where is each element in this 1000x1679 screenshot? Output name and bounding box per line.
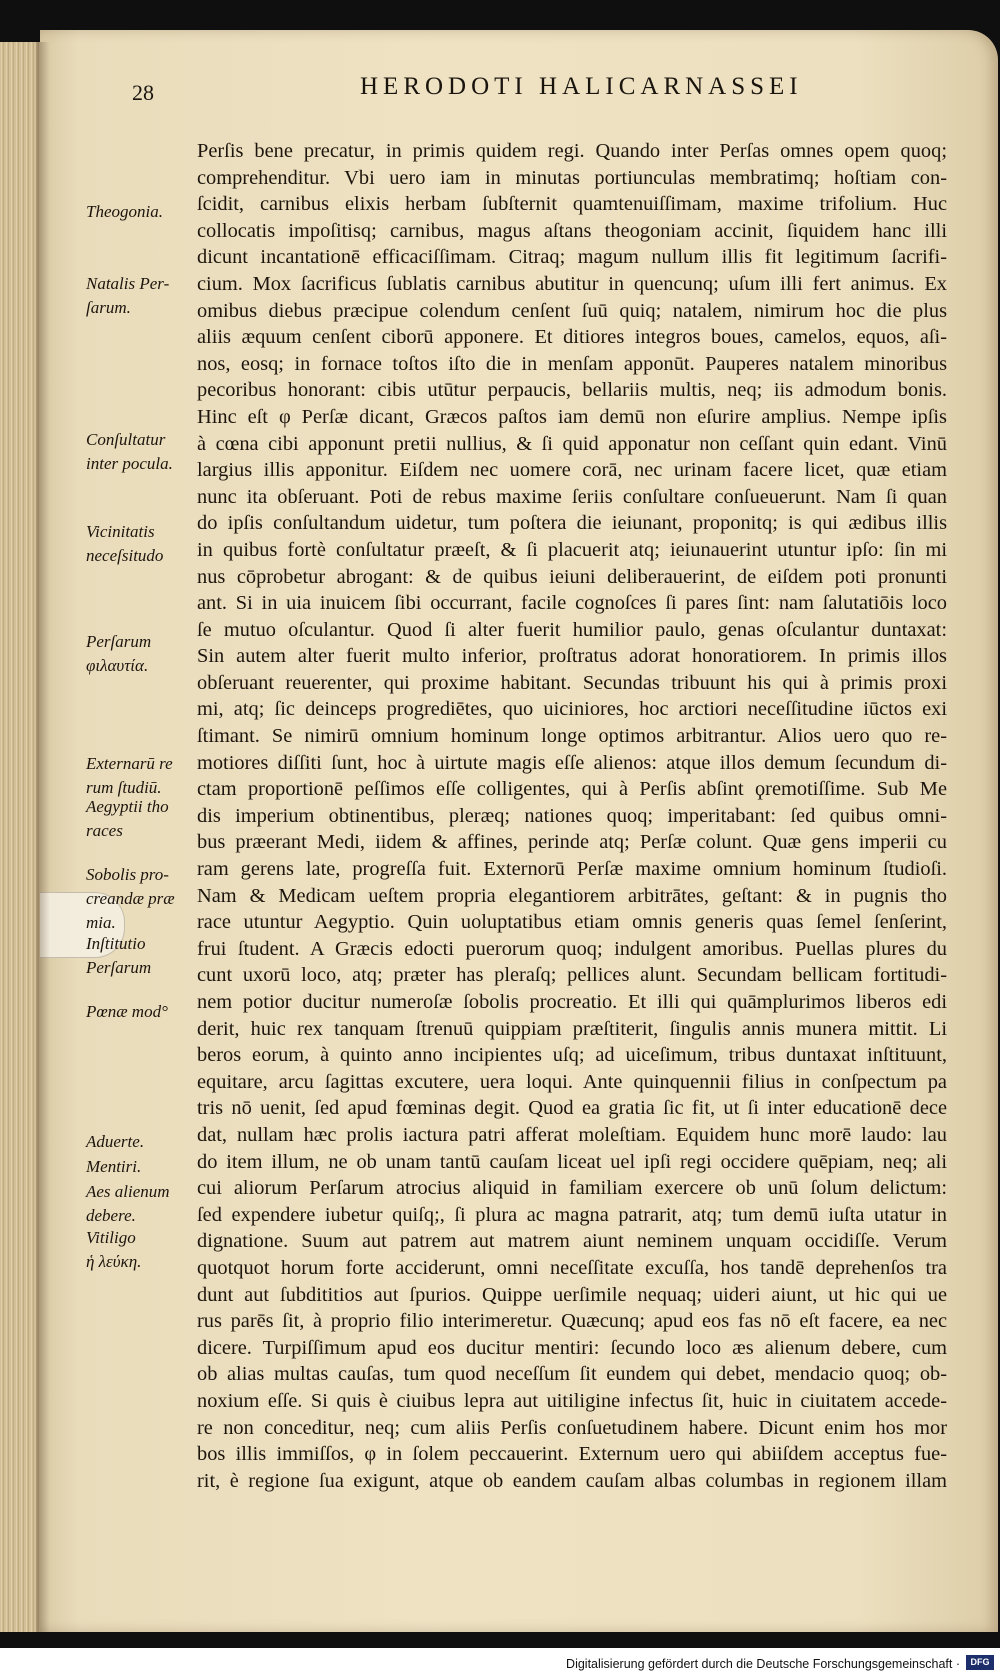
text-line: cui aliorum Perſarum atrocius aliquid in familiam exercere ob unū ſolum delictum: <box>197 1177 947 1200</box>
text-line: ctam proportionē peſſimos eſſe colligentes, qui à Perſis abſint ϙremotiſſime. Sub Me <box>197 778 947 801</box>
margin-note <box>86 752 196 800</box>
text-line: ob alias multas cauſas, tum quod neceſſum ſit eundem qui debet, mendacio quoq; ob- <box>197 1363 947 1386</box>
text-line: beros eorum, à quinto anno incipientes uſq; ad uiceſimum, tribus duntaxat inſtituunt, <box>197 1044 947 1067</box>
text-line: mi, atq; ſic deinceps progrediētes, quo uiciniores, hoc arctiori neceſſitudine iūctos exi <box>197 698 947 721</box>
margin-note <box>86 1250 196 1274</box>
text-line: dunt aut ſubdititios aut ſpurios. Quippe uerſimile nequaq; uideri aiunt, ut hic qui ue <box>197 1283 947 1306</box>
margin-note-line: Perſarum <box>86 632 152 651</box>
page-number: 28 <box>132 80 154 105</box>
margin-note <box>86 1000 196 1024</box>
text-line: largius illis apponitur. Eiſdem nec uomere corā, nec urinam facere licet, quæ etiam <box>197 459 947 482</box>
text-line: omibus diebus præcipue colendum cenſent ſuū quiq; natalem, nimirum hoc die plus <box>197 299 947 322</box>
text-line: dat, nullam hæc prolis iactura patri afferat moleſtiam. Equidem hunc morē laudo: lau <box>197 1123 947 1146</box>
text-line: dicere. Turpiſſimum apud eos ducitur mentiri: ſecundo loco æs alienum debere, cum <box>197 1336 947 1359</box>
margin-note <box>86 272 196 320</box>
text-line: nus cōprobetur abrogant: & de quibus ieiuni deliberauerint, de eiſdem poti pronunti <box>197 565 947 588</box>
body-text <box>197 138 947 1494</box>
text-line: quotquot horum forte acciderunt, omni neceſſitate excuſſa, hos tandē deprehenſos tra <box>197 1256 947 1279</box>
margin-note-line: Sobolis pro- <box>86 865 169 884</box>
text-line: motiores diſſiti ſunt, hoc à uirtute magis eſſe alienos: atque illos demum ſecundum di- <box>197 751 947 774</box>
margin-note-line: Theogonia. <box>86 202 163 221</box>
text-line: ſcidit, carnibus elixis herbam ſubſternit quamtenuiſſimam, maxime trifolium. Huc <box>197 193 947 216</box>
margin-note-line: Vitiligo <box>86 1228 136 1247</box>
text-line: à cœna cibi apponunt pretii nullius, & ſi quid apponatur non ceſſant quin edant. Vinū <box>197 432 947 455</box>
margin-note-line: Aes alienum <box>86 1182 170 1201</box>
text-line: obſeruant reuerenter, qui proxime habitant. Secundas tribuunt his qui à primis proxi <box>197 671 947 694</box>
text-line: Perſis bene precatur, in primis quidem regi. Quando inter Perſas omnes opem quoq; <box>197 140 947 162</box>
margin-note-line: mia. <box>86 913 116 932</box>
text-line: in quibus fortè conſultatur præeſt, & ſi placuerit atq; ieiunauerint utuntur ipſo: ſin mi <box>197 538 947 561</box>
margin-note <box>86 1155 196 1179</box>
text-line: ſed expendere iubetur quiſq;, ſi plura ac magna patrarit, atq; tum demū iuſta utatur in <box>197 1203 947 1226</box>
margin-note-line: φιλαυτία. <box>86 656 149 675</box>
margin-note-line: neceſsitudo <box>86 546 164 565</box>
text-line: comprehenditur. Vbi uero iam in minutas portiunculas membratimq; hoſtiam con- <box>197 166 947 189</box>
text-line: do item illum, ne ob unam tantū cauſam liceat uel ipſi regi occidere quēpiam, neq; ali <box>197 1150 947 1173</box>
margin-note-line: Vicinitatis <box>86 522 155 541</box>
text-line: aliis æquum cenſent ciborū apponere. Et ditiores integros boues, camelos, equos, aſi- <box>197 326 947 349</box>
margin-note-line: Perſarum <box>86 958 152 977</box>
margin-note <box>86 200 196 224</box>
margin-note-line: Aegyptii tho <box>86 797 169 816</box>
text-line: equitare, arcu ſagittas excutere, uera loqui. Ante quinquennii filius in conſpectum pa <box>197 1070 947 1093</box>
text-line: re non conceditur, neq; cum aliis Perſis conſuetudinem habere. Dicunt enim hos mor <box>197 1416 947 1439</box>
text-line: ſe mutuo oſculantur. Quod ſi alter fuerit humilior paulo, genas oſculantur duntaxat: <box>197 618 947 641</box>
margin-note-line: Conſultatur <box>86 430 166 449</box>
text-line: cunt uxorū loco, atq; præter has pleraſq; pellices alunt. Secundam bellicam fortitudi- <box>197 964 947 987</box>
text-line: rus parēs ſit, à proprio filio interimeretur. Quæcunq; apud eos fas nō eſt facere, ea nec <box>197 1310 947 1333</box>
margin-note-line: rum ſtudiū. <box>86 778 162 797</box>
margin-note <box>86 795 196 843</box>
margin-note-line: Aduerte. <box>86 1132 145 1151</box>
margin-note <box>86 520 196 568</box>
margin-note-line: Pœnæ mod° <box>86 1002 168 1021</box>
text-line: dicunt incantationē efficaciſſimam. Citraq; magum nullum illis fit legitimum ſacrifi- <box>197 246 947 269</box>
margin-note-line: Externarū re <box>86 754 173 773</box>
margin-note <box>86 932 196 980</box>
margin-note <box>86 428 196 476</box>
text-line: do ipſis conſultandum uidetur, tum poſtera die ieiunant, proponitq; is qui ædibus illis <box>197 512 947 535</box>
text-line: dignatione. Suum aut patrem aut matrem aiunt neminem unquam occidiſſe. Verum <box>197 1230 947 1253</box>
text-line: rit, è regione ſua exigunt, atque ob eandem cauſam albas columbas in regionem illam <box>197 1469 947 1492</box>
margin-note-line: creandæ præ <box>86 889 175 908</box>
text-line: noxium eſſe. Si quis è ciuibus lepra aut uitiligine infectus ſit, huic in ciuitatem accede- <box>197 1389 947 1412</box>
text-line: ant. Si in uia inuicem ſibi occurrant, facile cognoſces ſi pares ſint: nam ſalutatiōis loco <box>197 592 947 615</box>
text-line: cium. Mox ſacrificus ſublatis carnibus abutitur in quencunq; uſum illi fert animus. Ex <box>197 272 947 295</box>
margin-note <box>86 1130 196 1154</box>
text-line: ſtimant. Se nimirū omnium hominum longe optimos arbitrantur. Alios uero quo re- <box>197 725 947 748</box>
text-line: collocatis impoſitisq; carnibus, magus aſtans theogoniam accinit, ſiquidem hanc illi <box>197 219 947 242</box>
text-line: Hinc eſt φ Perſæ dicant, Græcos paſtos iam demū non eſurire amplius. Nempe ipſis <box>197 405 947 428</box>
text-line: dis imperium obtinentibus, pleræq; nationes quoq; imperitabant: ſed quibus omni- <box>197 804 947 827</box>
gutter-shadow <box>36 42 50 1632</box>
margin-note-line: ſarum. <box>86 298 131 317</box>
text-line: nunc ita obſeruant. Poti de rebus maxime ſeriis conſultare conſueuerunt. Nam ſi quan <box>197 485 947 508</box>
margin-note-line: Inſtitutio <box>86 934 146 953</box>
margin-note-line: inter pocula. <box>86 454 173 473</box>
digitization-footer <box>0 1648 1000 1679</box>
text-line: bus præerant Medi, iidem & affines, perinde atq; Perſæ colunt. Quæ gens imperii cu <box>197 831 947 854</box>
margin-note <box>86 1180 196 1228</box>
text-line: bos illis immiſſos, φ in ſolem peccauerint. Externum uero qui abiiſdem acceptus fue- <box>197 1443 947 1466</box>
text-line: tris nō uenit, ſed apud fœminas degit. Quod ea gratia ſic fit, ut ſi inter educationē dece <box>197 1097 947 1120</box>
margin-note-line: debere. <box>86 1206 136 1225</box>
margin-note <box>86 863 196 935</box>
margin-note <box>86 630 196 678</box>
margin-note-line: races <box>86 821 123 840</box>
text-line: derit, huic rex tanquam ſtrenuū quippiam præſtiterit, ſingulis annis munera mittit. Li <box>197 1017 947 1040</box>
text-line: frui ſtudent. A Græcis edocti puerorum quoq; indulgent amoribus. Puellas plures du <box>197 937 947 960</box>
text-line: nem potior ducitur numeroſæ ſobolis procreatio. Et illi qui quāmplurimos liberos edi <box>197 991 947 1013</box>
margin-note-line: Mentiri. <box>86 1157 142 1176</box>
running-head: HERODOTI HALICARNASSEI <box>360 73 803 100</box>
text-line: race utuntur Aegyptio. Quin uoluptatibus etiam omnis generis quas ſemel ſenſerint, <box>197 911 947 934</box>
text-line: Nam & Medicam ueſtem propria elegantiorem arbitrātes, geſtant: & in pugnis tho <box>197 884 947 907</box>
funding-credit: Digitalisierung gefördert durch die Deutsche Forschungsgemeinschaft · <box>566 1657 960 1671</box>
text-line: nos, eosq; in fornace toſtos iſto die in menſam apponūt. Pauperes natalem minoribus <box>197 352 947 375</box>
text-line: ram gerens late, progreſſa fuit. Externorū Perſæ maxime omnium hominum ſtudioſi. <box>197 858 947 881</box>
text-line: Sin autem alter fuerit multo inferior, proſtratus adorat honoratiorem. In primis illos <box>197 645 947 668</box>
dfg-logo: DFG <box>966 1655 994 1670</box>
margin-note-line: ἡ λεύκη. <box>86 1252 142 1271</box>
text-line: pecoribus honorant: cibis utūtur perpaucis, bellariis multis, neq; iis admodum bonis. <box>197 379 947 402</box>
margin-note <box>86 1226 196 1250</box>
margin-note-line: Natalis Per- <box>86 274 170 293</box>
